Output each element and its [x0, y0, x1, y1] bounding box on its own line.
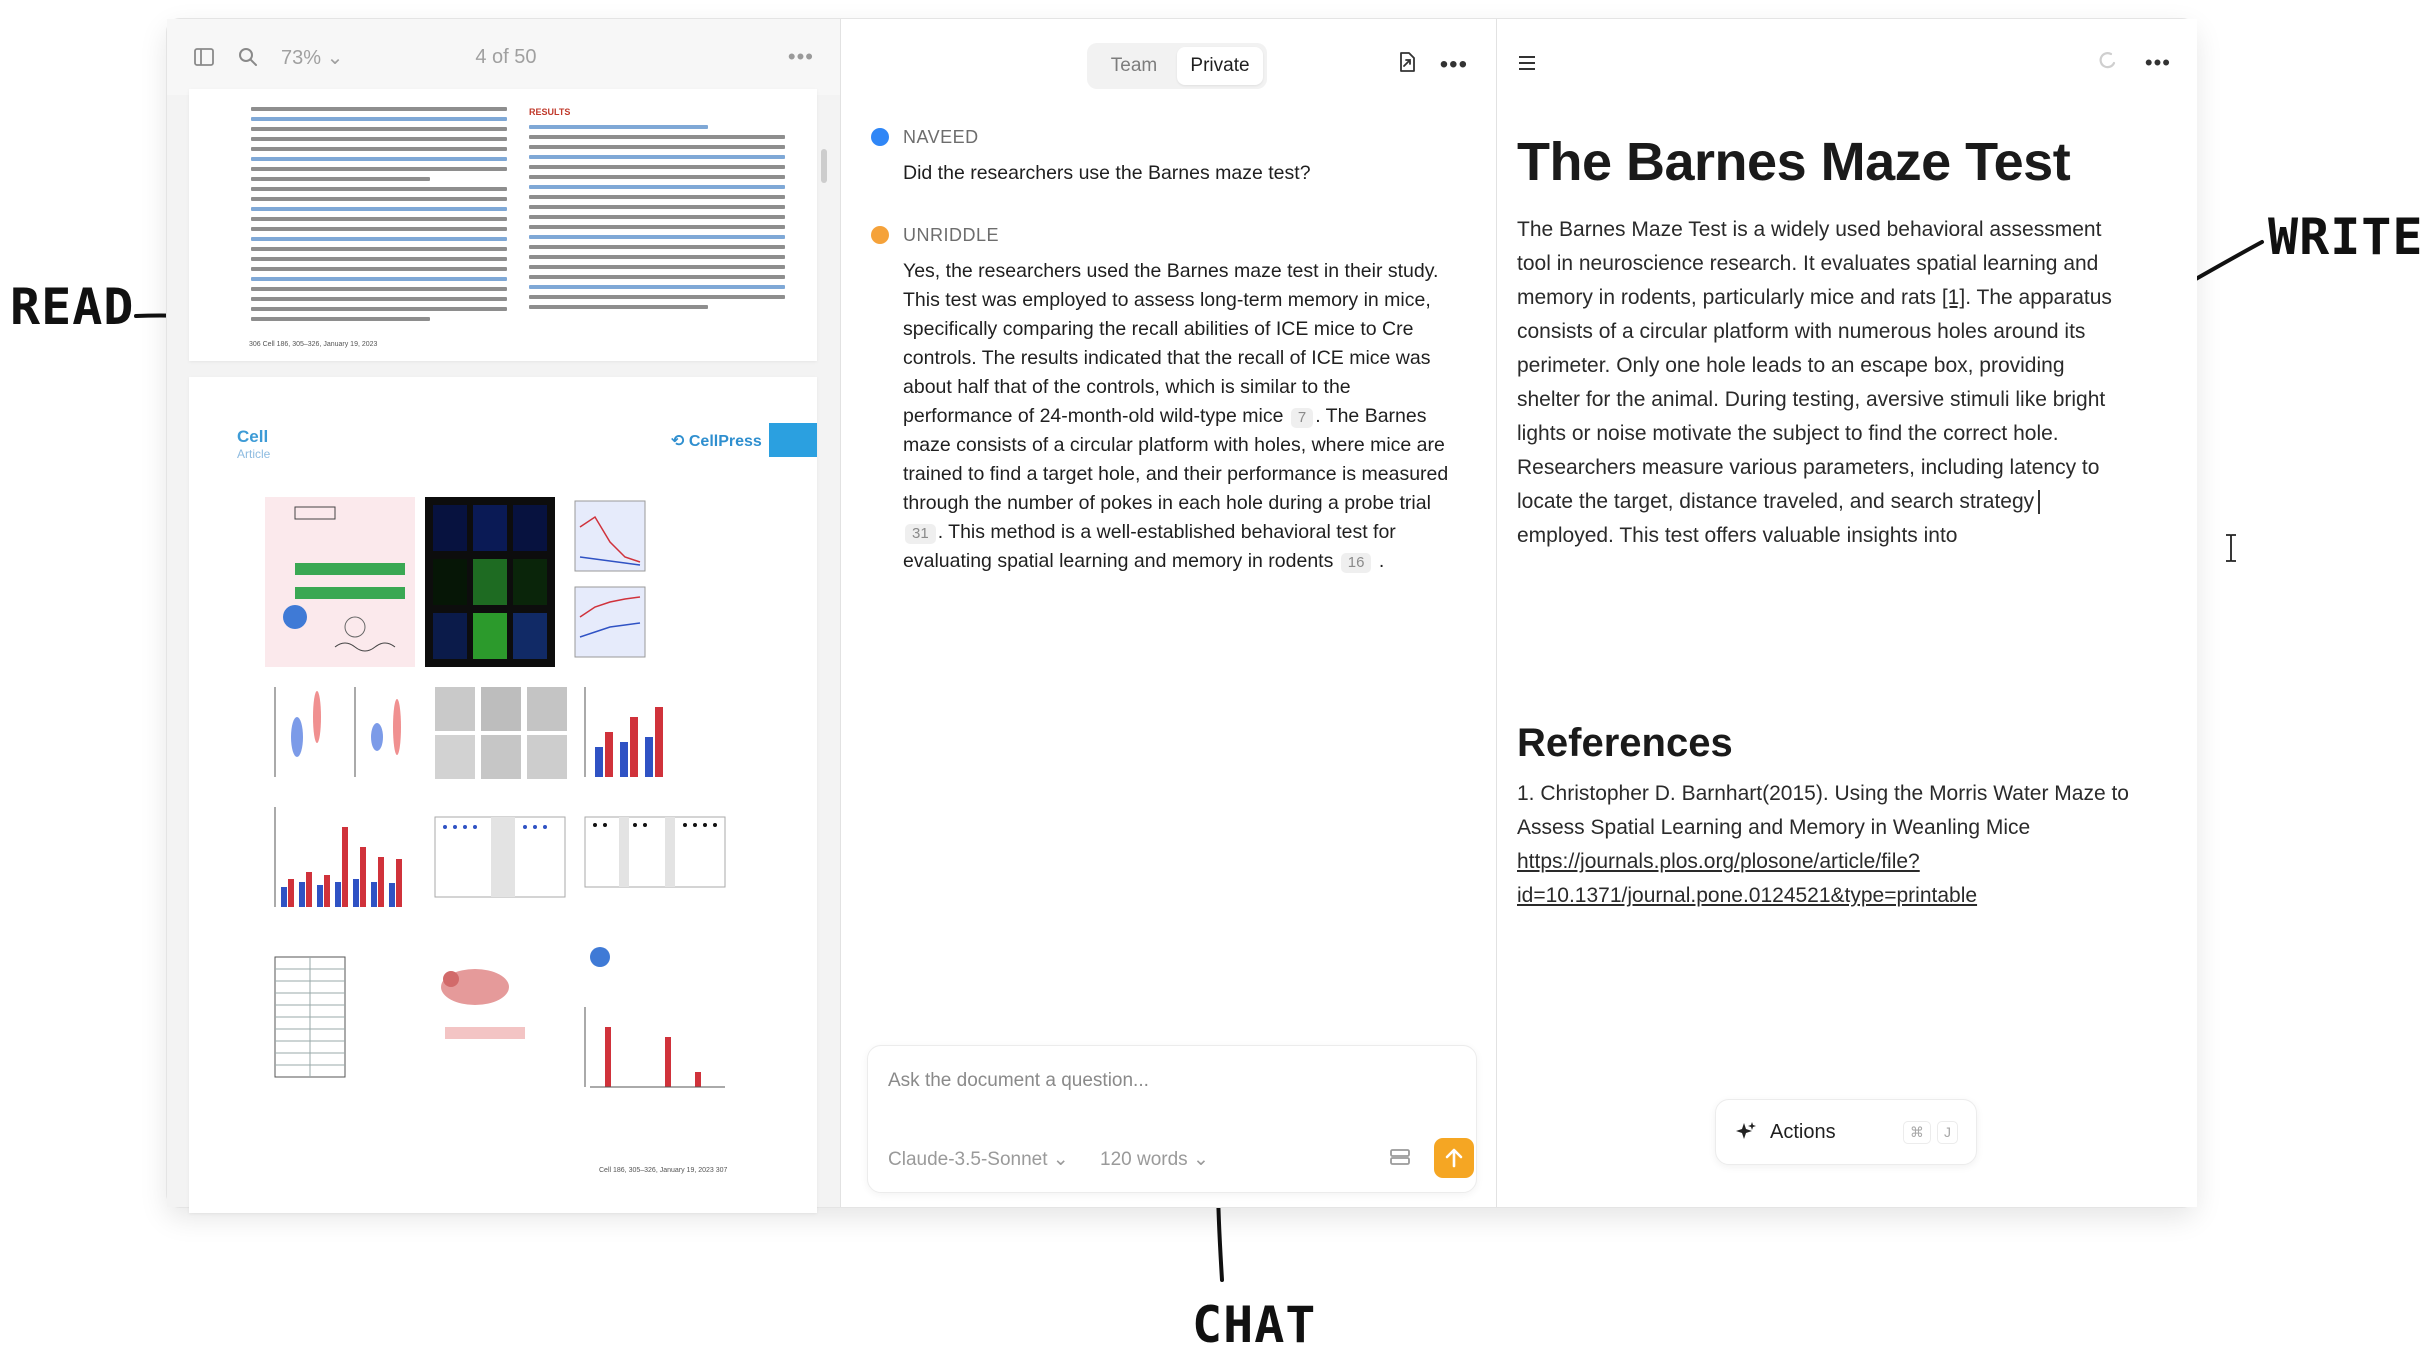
pdf-page-306: [189, 89, 817, 361]
more-icon[interactable]: •••: [2144, 49, 2171, 75]
document-title[interactable]: The Barnes Maze Test: [1517, 132, 2071, 192]
article-label: Article: [237, 447, 271, 461]
actions-label: Actions: [1770, 1120, 1836, 1143]
undo-icon[interactable]: [2097, 49, 2119, 76]
citation-chip[interactable]: 16: [1341, 553, 1372, 573]
journal-logo: Cell: [237, 427, 269, 446]
message-text: Did the researchers use the Barnes maze test?: [903, 162, 1311, 184]
references-heading: References: [1517, 721, 1733, 765]
send-button[interactable]: [1434, 1138, 1474, 1178]
tab-team[interactable]: Team: [1110, 55, 1158, 76]
read-annotation: READ: [10, 278, 135, 336]
zoom-dropdown[interactable]: 73% ⌄: [281, 46, 344, 69]
insert-to-doc-icon[interactable]: [1396, 51, 1418, 78]
length-selector[interactable]: 120 words ⌄: [1100, 1149, 1209, 1170]
document-body[interactable]: The Barnes Maze Test is a widely used behavioral assessment tool in neuroscience research. It evaluates spatial learning and memory in rodents, particularly mice and rats [1]. The apparatus consists of a circular platform with numerous holes around its perimeter. Only one hole leads to an escape box, providing shelter for the animal. During testing, aversive stimuli like bright lights or noise motivate the subject to find the correct hole. Researchers measure various parameters, including latency to locate the target, distance traveled, and search strategy employed. This test offers valuable insights into: [1517, 218, 2112, 547]
speaker-name: NAVEED: [903, 126, 979, 147]
j-key: J: [1937, 1121, 1958, 1144]
page-tab-marker: [769, 423, 817, 457]
actions-button[interactable]: [1715, 1099, 1977, 1165]
more-icon[interactable]: •••: [787, 44, 814, 69]
menu-icon[interactable]: [1517, 55, 1537, 76]
reader-scrollbar[interactable]: [821, 149, 827, 183]
visibility-toggle: [1087, 43, 1267, 89]
message-text: Yes, the researchers used the Barnes maze test in their study. This test was employed to assess long-term memory in mice, specifically comparing the recall abilities of ICE mice to Cre controls. The results indicated that the recall of ICE mice was about half that of the controls, which is similar to the performance of 24-month-old wild-type mice 7 . The Barnes maze consists of a circular platform with holes, where mice are trained to find a target hole, and their performance is measured through the number of pokes in each hole during a probe trial 31 . This method is a well-established behavioral test for evaluating spatial learning and memory in rodents 16 .: [903, 260, 1449, 572]
write-annotation: WRITE: [2268, 208, 2424, 266]
layout-icon[interactable]: [1390, 1148, 1410, 1171]
publisher-logo: ⟲ CellPress: [671, 433, 762, 450]
chat-annotation: CHAT: [1192, 1296, 1317, 1354]
text-caret: [2038, 490, 2040, 514]
user-message: [871, 125, 1461, 188]
arrow-up-icon: [1445, 1148, 1463, 1168]
model-selector[interactable]: Claude-3.5-Sonnet ⌄: [888, 1149, 1069, 1170]
search-icon[interactable]: [237, 46, 259, 68]
pdf-page-307: [189, 377, 817, 1213]
reference-link[interactable]: [1]: [1941, 286, 1966, 309]
user-avatar-dot: [871, 128, 889, 146]
speaker-name: UNRIDDLE: [903, 224, 1000, 245]
keyboard-shortcut: [1903, 1121, 1958, 1144]
page-footer: Cell 186, 305–326, January 19, 2023 307: [599, 1167, 728, 1174]
citation-chip[interactable]: 7: [1291, 408, 1313, 428]
assistant-message: [871, 223, 1461, 576]
page-footer: 306 Cell 186, 305–326, January 19, 2023: [249, 341, 378, 348]
tab-private[interactable]: Private: [1177, 47, 1263, 85]
citation-chip[interactable]: 31: [905, 524, 936, 544]
question-input[interactable]: Ask the document a question...: [888, 1070, 1149, 1091]
sidebar-toggle-icon[interactable]: [193, 46, 215, 68]
chat-input-box[interactable]: [867, 1045, 1477, 1193]
sparkle-icon: [1734, 1120, 1758, 1144]
reader-toolbar: [167, 19, 840, 95]
reference-url[interactable]: https://journals.plos.org/plosone/article/file? id=10.1371/journal.pone.0124521&type=printable: [1517, 850, 1978, 907]
command-key: ⌘: [1903, 1121, 1931, 1144]
results-heading: RESULTS: [529, 107, 571, 117]
more-icon[interactable]: •••: [1439, 50, 1468, 78]
text-cursor-icon: [2223, 533, 2239, 563]
page-indicator: 4 of 50: [475, 45, 537, 68]
figure-panel: [255, 487, 755, 1157]
assistant-avatar-dot: [871, 226, 889, 244]
text-column-left: [251, 107, 507, 327]
app-window: [166, 18, 2196, 1208]
reference-item[interactable]: 1. Christopher D. Barnhart(2015). Using the Morris Water Maze to Assess Spatial Learning and Memory in Weanling Mice https://journals.plos.org/plosone/article/file? id=10.1371/journal.pone.0124521&type=printable: [1517, 782, 2129, 907]
editor-toolbar: [2097, 49, 2171, 76]
editor-pane: [1497, 19, 2197, 1207]
text-column-right: [529, 107, 785, 315]
chat-pane: [841, 19, 1497, 1207]
chat-toolbar: [1396, 51, 1468, 78]
pdf-reader-pane[interactable]: [167, 19, 841, 1207]
